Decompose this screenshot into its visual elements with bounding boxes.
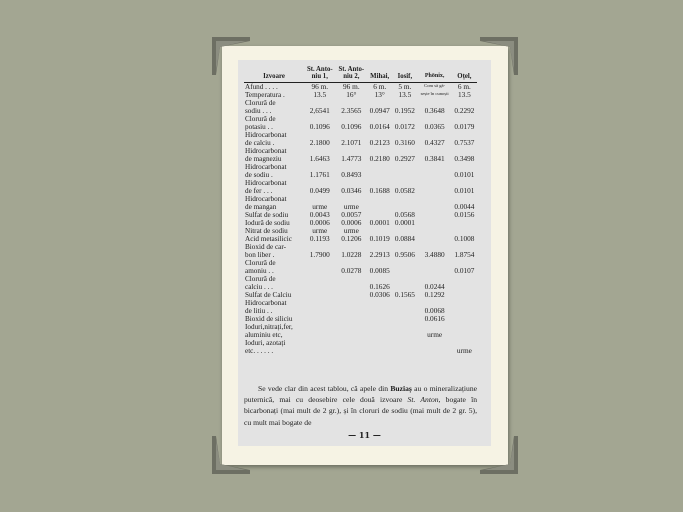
row-label: Acid metasilicic — [245, 235, 292, 243]
table-cell: 0.7537 — [454, 138, 475, 147]
table-cell — [417, 195, 451, 211]
table-cell: 13.5 — [398, 90, 412, 99]
table-cell — [417, 235, 451, 243]
table-cell: urme — [343, 202, 359, 211]
table-row — [244, 83, 477, 92]
table-cell — [392, 195, 417, 211]
table-row — [244, 147, 477, 163]
table-cell: urme — [343, 226, 359, 235]
table-cell — [417, 227, 451, 235]
table-cell — [452, 219, 477, 227]
table-cell: 0.0244 — [424, 282, 445, 291]
col-header-phoenix: Phönix, — [424, 73, 445, 79]
row-label: Iodură de sodiu — [245, 219, 290, 227]
table-cell: 0.0278 — [341, 266, 362, 275]
table-row — [244, 235, 477, 243]
table-cell — [367, 195, 392, 211]
table-row — [244, 219, 477, 227]
table-cell: 0.2180 — [369, 154, 390, 163]
table-row — [244, 131, 477, 147]
row-label: Temperatura . — [245, 91, 285, 99]
table-cell: 2.2913 — [369, 250, 390, 259]
table-cell: 0.1008 — [454, 234, 475, 243]
table-cell: 1.8754 — [454, 250, 475, 259]
table-cell — [367, 163, 392, 179]
table-cell: 0.0001 — [394, 218, 415, 227]
table-cell — [417, 259, 451, 275]
table-cell: 0.0582 — [394, 186, 415, 195]
table-cell — [304, 299, 336, 315]
table-cell — [304, 259, 336, 275]
table-cell: 0.2927 — [394, 154, 415, 163]
table-cell — [367, 299, 392, 315]
table-header-row — [244, 66, 477, 83]
table-cell: 13° — [374, 90, 385, 99]
table-cell: 2.1800 — [309, 138, 330, 147]
table-cell: 0.1565 — [394, 290, 415, 299]
table-cell — [367, 339, 392, 355]
table-cell: 0.0043 — [309, 210, 330, 219]
table-cell — [392, 163, 417, 179]
table-cell — [304, 291, 336, 299]
table-cell — [336, 291, 368, 299]
row-label: Hidrocarbonat de sodiu . — [245, 163, 287, 179]
table-cell: 0.1206 — [341, 234, 362, 243]
table-cell — [336, 275, 368, 291]
row-label: Clorură de calciu . . . — [245, 275, 276, 291]
table-cell: 0.0001 — [369, 218, 390, 227]
document-page — [238, 60, 491, 446]
table-cell: 1.7900 — [309, 250, 330, 259]
row-label: Sulfat de Calciu — [245, 291, 292, 299]
table-cell: 5 m. — [398, 82, 412, 91]
table-cell: 0.0164 — [369, 122, 390, 131]
row-label: Ioduri,nitrați,fer, aluminiu etc, — [245, 323, 293, 339]
table-cell: 0.3160 — [394, 138, 415, 147]
table-cell: 0.1292 — [424, 290, 445, 299]
table-row — [244, 163, 477, 179]
table-cell — [417, 211, 451, 219]
table-row — [244, 115, 477, 131]
table-cell: 2.1071 — [341, 138, 362, 147]
table-cell: 1.1761 — [309, 170, 330, 179]
table-cell — [392, 259, 417, 275]
table-cell: Com să gă- — [424, 83, 446, 88]
table-row — [244, 99, 477, 115]
table-row — [244, 91, 477, 99]
col-header-otel: Oțel, — [457, 73, 472, 80]
row-label: Clorură de amoniu . . — [245, 259, 276, 275]
table-cell: 6 m. — [457, 82, 471, 91]
table-cell — [392, 275, 417, 291]
table-cell: 6 m. — [373, 82, 387, 91]
col-header-st-anton-2: St. Anto- niu 2, — [338, 66, 365, 80]
col-header-mihai: Mihai, — [370, 73, 390, 80]
table-cell: 0.1626 — [369, 282, 390, 291]
table-row — [244, 291, 477, 299]
table-cell: 0.0616 — [424, 314, 445, 323]
photo-corner-bottom-left — [212, 436, 250, 474]
table-cell: 0.3498 — [454, 154, 475, 163]
table-row — [244, 323, 477, 339]
table-cell: 3.4880 — [424, 250, 445, 259]
row-label: Hidrocarbonat de fer . . . — [245, 179, 287, 195]
col-header-springs: Izvoare — [263, 73, 285, 80]
table-cell: 0.0568 — [394, 210, 415, 219]
table-cell: sește în cunoști — [420, 91, 449, 96]
table-cell — [392, 339, 417, 355]
table-cell: 0.0346 — [341, 186, 362, 195]
table-cell: 96 m. — [311, 82, 329, 91]
table-cell: 0.0107 — [454, 266, 475, 275]
table-cell — [392, 315, 417, 323]
table-cell: 0.9506 — [394, 250, 415, 259]
table-row — [244, 243, 477, 259]
table-cell: 0.8493 — [341, 170, 362, 179]
table-row — [244, 259, 477, 275]
table-cell — [417, 219, 451, 227]
table-cell: 0.0365 — [424, 122, 445, 131]
table-cell: 0.0156 — [454, 210, 475, 219]
table-row — [244, 275, 477, 291]
table-row — [244, 339, 477, 355]
table-cell — [304, 323, 336, 339]
table-cell: 0.0068 — [424, 306, 445, 315]
table-cell — [452, 323, 477, 339]
table-cell: 0.0306 — [369, 290, 390, 299]
table-cell: 0.3648 — [424, 106, 445, 115]
table-cell: 0.0057 — [341, 210, 362, 219]
table-cell: 0.0947 — [369, 106, 390, 115]
table-cell: 0.1096 — [341, 122, 362, 131]
table-cell: 0.2123 — [369, 138, 390, 147]
table-cell: 0.3841 — [424, 154, 445, 163]
table-cell: 0.0006 — [341, 218, 362, 227]
table-cell: 0.0085 — [369, 266, 390, 275]
table-cell — [417, 339, 451, 355]
body-paragraph: Se vede clar din acest tablou, că apele din Buziaș au o mineralizațiune puternică, mai cu deosebire cele două izvoare St. Anton, bogate în bicarbonați (mai mult de 2 gr.), și în cloruri de sodiu (mai mult de 2 gr. 5), cu mult mai bogate de — [244, 384, 478, 427]
italic-word: St. Anton — [407, 395, 439, 405]
table-cell: 0.1019 — [369, 234, 390, 243]
table-row — [244, 299, 477, 315]
page-number: — 11 — — [348, 430, 381, 440]
table-row — [244, 195, 477, 211]
table-cell — [417, 163, 451, 179]
table-cell: 0.1952 — [394, 106, 415, 115]
table-cell: 0.0884 — [394, 234, 415, 243]
mineral-water-table — [244, 66, 477, 355]
table-cell: 0.0499 — [309, 186, 330, 195]
table-cell: 13.5 — [457, 90, 471, 99]
table-cell: urme — [456, 346, 472, 355]
table-cell — [336, 315, 368, 323]
table-cell — [452, 315, 477, 323]
row-label: Clorură de sodiu . . . — [245, 99, 276, 115]
table-cell: 13.5 — [313, 90, 327, 99]
table-body — [244, 83, 477, 356]
table-cell — [304, 339, 336, 355]
col-header-st-anton-1: St. Anto- niu 1, — [306, 66, 333, 80]
table-cell: 0.0101 — [454, 186, 475, 195]
table-cell — [452, 299, 477, 315]
photo-corner-bottom-right — [480, 436, 518, 474]
table-cell: 0.2292 — [454, 106, 475, 115]
row-label: Clorură de potasiu . . — [245, 115, 276, 131]
table-cell: 96 m. — [343, 82, 360, 91]
table-cell: 0.0044 — [454, 202, 475, 211]
row-label: Afund . . . . — [245, 83, 278, 91]
table-cell — [452, 291, 477, 299]
table-cell — [336, 323, 368, 339]
table-cell — [304, 275, 336, 291]
table-cell: 1.6463 — [309, 154, 330, 163]
table-cell — [367, 323, 392, 339]
row-label: Hidrocarbonat de mangan — [245, 195, 287, 211]
table-cell: 0.0172 — [394, 122, 415, 131]
table-cell — [367, 315, 392, 323]
row-label: Hidrocarbonat de litiu . . — [245, 299, 287, 315]
bold-word: Buziaș — [390, 384, 412, 393]
table-cell: 2,6541 — [309, 106, 330, 115]
photo-corner-top-right — [480, 37, 518, 75]
row-label: Sulfat de sodiu — [245, 211, 289, 219]
table-cell — [304, 315, 336, 323]
table-cell: 1.4773 — [341, 154, 362, 163]
table-cell: 1.0228 — [341, 250, 362, 259]
row-label: Nitrat de sodiu — [245, 227, 288, 235]
photo-corner-top-left — [212, 37, 250, 75]
table-cell: urme — [312, 226, 328, 235]
table-cell: urme — [312, 202, 328, 211]
table-cell: urme — [427, 330, 443, 339]
table-cell — [452, 275, 477, 291]
table-cell — [417, 179, 451, 195]
table-cell: 16° — [346, 90, 357, 99]
row-label: Bioxid de siliciu — [245, 315, 293, 323]
table-cell: 0.1096 — [309, 122, 330, 131]
table-cell: 0.0101 — [454, 170, 475, 179]
table-cell: 0.0006 — [309, 218, 330, 227]
table-cell: 0.0179 — [454, 122, 475, 131]
row-label: Ioduri, azotați etc. . . . . . — [245, 339, 286, 355]
table-cell — [336, 339, 368, 355]
row-label: Bioxid de car- bon liber . — [245, 243, 286, 259]
table-row — [244, 179, 477, 195]
table-cell — [392, 323, 417, 339]
table-cell: 2.3565 — [341, 106, 362, 115]
table-cell: 0.1193 — [309, 234, 330, 243]
table-cell — [392, 299, 417, 315]
table-cell: 0.1688 — [369, 186, 390, 195]
row-label: Hidrocarbonat de magneziu — [245, 147, 287, 163]
table-cell — [336, 299, 368, 315]
row-label: Hidrocarbonat de calciu . — [245, 131, 287, 147]
table-row — [244, 315, 477, 323]
col-header-iosif: Iosif, — [397, 73, 413, 80]
table-cell: 0.4327 — [424, 138, 445, 147]
